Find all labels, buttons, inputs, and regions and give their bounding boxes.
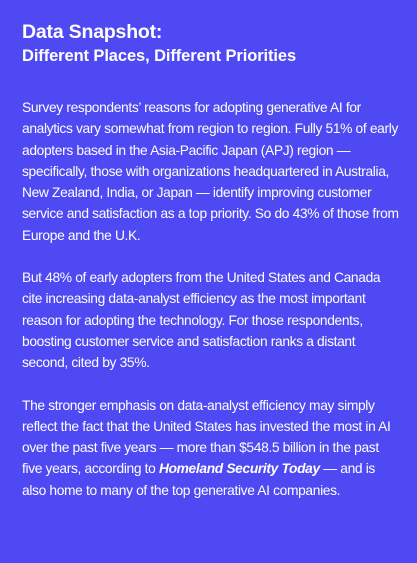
- source-citation: Homeland Security Today: [158, 461, 320, 477]
- paragraph-investment-text-end: — and is also home to many of the top generative AI companies.: [22, 461, 375, 498]
- paragraph-regional-reasons: Survey respondents’ reasons for adopting generative AI for analytics vary somewhat from region to region. Fully 51% of early adopters based in the Asia-Pacific Japan (APJ) region — specifically, those with organizations headquartered in Australia, New Zealand, India, or Japan — identify improving customer service and satisfaction as a top priority. So do 43% of those from Europe and the U.K.: [22, 100, 399, 243]
- paragraph-us-canada: But 48% of early adopters from the United States and Canada cite increasing data-analyst efficiency as the most important reason for adopting the technology. For those respondents, boosting customer service and satisfaction ranks a distant second, cited by 35%.: [22, 270, 381, 371]
- paragraph-investment: [22, 395, 399, 501]
- snapshot-title: Data Snapshot:: [22, 21, 163, 43]
- paragraph-investment-text-start: The stronger emphasis on data-analyst efficiency may simply reflect the fact that the United States has invested the most in AI over the past five years — more than $548.5 billion in the past five years, according to: [22, 397, 391, 477]
- snapshot-subtitle: Different Places, Different Priorities: [22, 47, 297, 65]
